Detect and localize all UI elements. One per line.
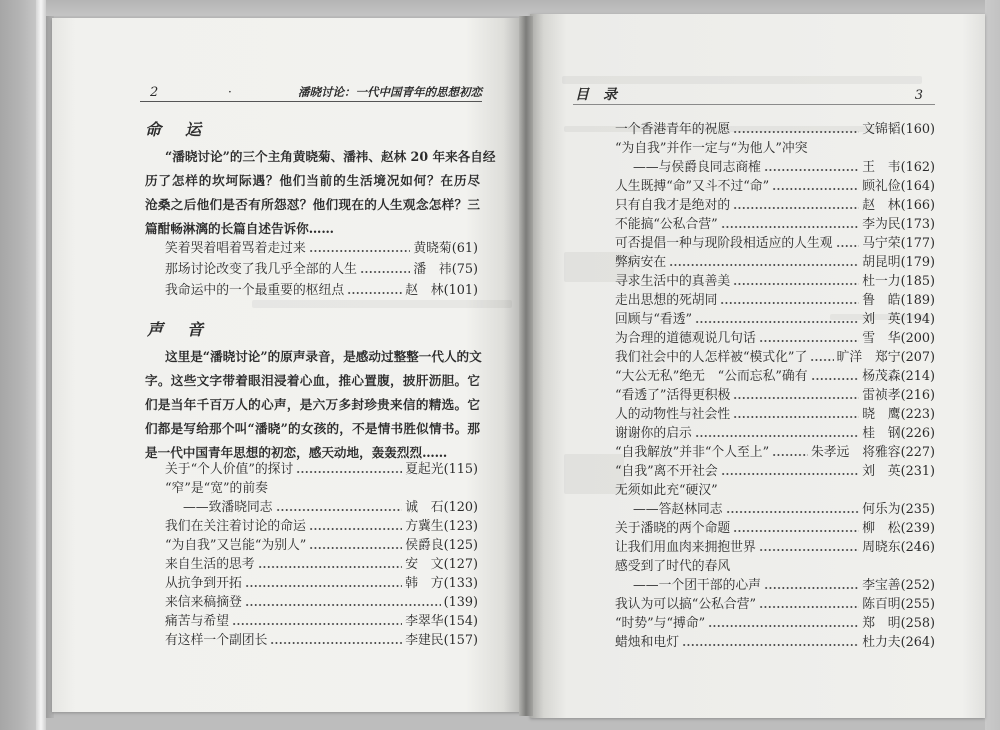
toc-entry bbox=[615, 329, 935, 348]
toc-entry-author: 柳 松 bbox=[862, 521, 901, 536]
book-cover-edge bbox=[0, 0, 36, 730]
toc-entry bbox=[615, 595, 935, 614]
toc-entry-page: (214) bbox=[900, 369, 935, 384]
toc-entry-title: 一个香港青年的祝愿 bbox=[615, 122, 731, 137]
dot-leader bbox=[347, 291, 402, 295]
toc-entry bbox=[165, 612, 478, 631]
dot-leader bbox=[720, 301, 859, 305]
toc-entry bbox=[165, 574, 478, 593]
left-page-number: 2 bbox=[150, 85, 159, 100]
toc-entry-title: 我认为可以搞“公私合营” bbox=[615, 597, 757, 612]
dot-leader bbox=[245, 584, 402, 588]
scanner-right-margin bbox=[985, 0, 1000, 730]
toc-entry-title: 蜡烛和电灯 bbox=[615, 635, 679, 650]
dot-leader bbox=[759, 339, 859, 343]
toc-entry-title: “看透了”活得更积极 bbox=[615, 388, 731, 403]
intro-text-line: 篇酣畅淋漓的长篇自述告诉你…… bbox=[145, 221, 334, 236]
toc-entry bbox=[615, 291, 935, 310]
dot-leader bbox=[759, 548, 859, 552]
toc-entry-page: (252) bbox=[900, 578, 935, 593]
toc-entry-author: 雪 华 bbox=[862, 331, 901, 346]
dot-leader bbox=[296, 470, 402, 474]
toc-entry-author: 夏起光 bbox=[405, 462, 444, 477]
toc-entry-page: (194) bbox=[900, 312, 935, 327]
dot-leader bbox=[276, 508, 403, 512]
toc-entry-title: 为合理的道德观说几句话 bbox=[615, 331, 756, 346]
toc-entry-page: (101) bbox=[443, 283, 478, 298]
toc-entry-author: 鲁 皓 bbox=[862, 293, 901, 308]
toc-entry-author: 雷祯孝 bbox=[862, 388, 901, 403]
toc-entry bbox=[165, 498, 478, 517]
toc-entry bbox=[165, 631, 478, 650]
toc-entry-title: ——答赵林同志 bbox=[633, 502, 723, 517]
toc-list-contents bbox=[615, 120, 935, 652]
toc-entry-title: 只有自我才是绝对的 bbox=[615, 198, 731, 213]
toc-entry-title: 从抗争到开拓 bbox=[165, 576, 242, 591]
toc-entry-page: (207) bbox=[900, 350, 935, 365]
dot-leader bbox=[733, 206, 859, 210]
dot-leader bbox=[811, 377, 860, 381]
toc-entry bbox=[615, 633, 935, 652]
toc-entry-title: “为自我”并作一定与“为他人”冲突 bbox=[615, 141, 808, 156]
right-page bbox=[530, 14, 985, 718]
toc-entry-page: (61) bbox=[451, 241, 478, 256]
toc-entry bbox=[615, 196, 935, 215]
toc-entry bbox=[615, 557, 935, 576]
dot-leader bbox=[759, 605, 859, 609]
toc-entry-title: 无须如此充“硬汉” bbox=[615, 483, 718, 498]
toc-entry-title: 感受到了时代的春风 bbox=[615, 559, 731, 574]
dot-leader bbox=[772, 453, 808, 457]
intro-text-line: 们是当年千百万人的心声，是六万多封珍贵来信的精选。它 bbox=[145, 397, 480, 412]
toc-entry-page: (189) bbox=[900, 293, 935, 308]
dot-leader bbox=[245, 603, 441, 607]
toc-entry-title: “为自我”又岂能“为别人” bbox=[165, 538, 307, 553]
toc-entry-author: 黄晓菊 bbox=[413, 241, 452, 256]
toc-entry-page: (200) bbox=[900, 331, 935, 346]
dot-leader bbox=[721, 225, 860, 229]
toc-entry-title: 我命运中的一个最重要的枢纽点 bbox=[165, 283, 345, 298]
toc-entry-title: 笑着哭着唱着骂着走过来 bbox=[165, 241, 306, 256]
toc-entry bbox=[615, 177, 935, 196]
toc-entry-page: (227) bbox=[900, 445, 935, 460]
toc-entry-title: ——与侯爵良同志商榷 bbox=[633, 160, 761, 175]
toc-entry-page: (258) bbox=[900, 616, 935, 631]
page-stack-edge bbox=[36, 0, 46, 730]
section-intro-voices bbox=[145, 345, 480, 465]
toc-entry bbox=[615, 215, 935, 234]
intro-text-line: 这里是“潘晓讨论”的原声录音，是感动过整整一代人的文 bbox=[165, 349, 482, 364]
toc-entry-author: 安 文 bbox=[405, 557, 444, 572]
toc-entry-author: 赵 林 bbox=[862, 198, 901, 213]
toc-entry-title: 来信来稿摘登 bbox=[165, 595, 242, 610]
dot-leader bbox=[772, 187, 859, 191]
toc-entry-page: (75) bbox=[451, 262, 478, 277]
toc-entry-title: 寻求生活中的真善美 bbox=[615, 274, 731, 289]
dot-leader bbox=[270, 641, 402, 645]
dot-leader bbox=[708, 624, 859, 628]
toc-entry bbox=[165, 280, 478, 301]
toc-entry-author: 杜一力 bbox=[862, 274, 901, 289]
toc-entry-page: (120) bbox=[443, 500, 478, 515]
toc-entry-title: ——一个团干部的心声 bbox=[633, 578, 761, 593]
toc-entry-title: “自我解放”并非“个人至上” bbox=[615, 445, 770, 460]
intro-text-line: 字。这些文字带着眼泪浸着心血，推心置腹，披肝沥胆。它 bbox=[145, 373, 480, 388]
toc-entry bbox=[615, 443, 935, 462]
toc-entry-author: 刘 英 bbox=[862, 312, 901, 327]
toc-entry-author: 何乐为 bbox=[862, 502, 901, 517]
toc-entry-author: 桂 钢 bbox=[862, 426, 901, 441]
section-heading-fate: 命 运 bbox=[145, 120, 206, 139]
toc-entry bbox=[615, 538, 935, 557]
dot-leader bbox=[726, 510, 860, 514]
toc-entry bbox=[165, 460, 478, 479]
toc-entry-author: 王 韦 bbox=[862, 160, 901, 175]
toc-entry-page: (160) bbox=[900, 122, 935, 137]
dot-leader bbox=[669, 263, 859, 267]
toc-entry-author: 朱孝远 将雅容 bbox=[811, 445, 901, 460]
toc-entry-author: 赵 林 bbox=[405, 283, 444, 298]
dot-leader bbox=[695, 320, 859, 324]
toc-entry bbox=[165, 517, 478, 536]
toc-entry-title: 人的动物性与社会性 bbox=[615, 407, 731, 422]
contents-title: 目 录 bbox=[575, 87, 617, 103]
toc-entry bbox=[615, 272, 935, 291]
intro-text-line: 是一代中国青年思想的初恋，感天动地，轰轰烈烈…… bbox=[145, 445, 448, 460]
toc-entry-title: 关于潘晓的两个命题 bbox=[615, 521, 731, 536]
intro-text-line: 们都是写给那个叫“潘晓”的女孩的，不是情书胜似情书。那 bbox=[145, 421, 480, 436]
toc-list-voices bbox=[165, 460, 478, 650]
toc-entry bbox=[615, 576, 935, 595]
toc-entry-page: (173) bbox=[900, 217, 935, 232]
toc-entry-title: 让我们用血肉来拥抱世界 bbox=[615, 540, 756, 555]
book-spine bbox=[519, 16, 533, 716]
toc-entry bbox=[615, 310, 935, 329]
toc-entry-page: (226) bbox=[900, 426, 935, 441]
dot-leader bbox=[258, 565, 403, 569]
toc-entry-author: 诚 石 bbox=[405, 500, 444, 515]
toc-entry-author: 胡昆明 bbox=[862, 255, 901, 270]
toc-entry bbox=[615, 139, 935, 158]
toc-entry-page: (164) bbox=[900, 179, 935, 194]
toc-entry-author: 杨茂森 bbox=[862, 369, 901, 384]
toc-entry-page: (162) bbox=[900, 160, 935, 175]
dot-leader bbox=[309, 546, 402, 550]
toc-entry bbox=[165, 259, 478, 280]
toc-entry bbox=[165, 593, 478, 612]
toc-entry bbox=[615, 253, 935, 272]
toc-entry-title: 来自生活的思考 bbox=[165, 557, 255, 572]
toc-entry-title: “窄”是“宽”的前奏 bbox=[165, 481, 268, 496]
toc-entry bbox=[615, 519, 935, 538]
toc-entry bbox=[165, 555, 478, 574]
left-page bbox=[52, 18, 522, 712]
toc-entry-page: (264) bbox=[900, 635, 935, 650]
bleed-through-mark bbox=[252, 300, 512, 308]
toc-entry bbox=[615, 614, 935, 633]
toc-entry-author: 郑 明 bbox=[862, 616, 901, 631]
toc-entry-title: 关于“个人价值”的探讨 bbox=[165, 462, 294, 477]
intro-text-line: 历了怎样的坎坷际遇？他们当前的生活境况如何？在历尽 bbox=[145, 173, 480, 188]
toc-entry-author: 李为民 bbox=[862, 217, 901, 232]
intro-text-line: 沧桑之后他们是否有所怨怼？他们现在的人生观念怎样？三 bbox=[145, 197, 480, 212]
toc-entry-author: 周晓东 bbox=[862, 540, 901, 555]
bleed-through-mark bbox=[562, 76, 922, 84]
toc-entry-title: 弊病安在 bbox=[615, 255, 667, 270]
toc-entry-title: 人生既搏“命”又斗不过“命” bbox=[615, 179, 770, 194]
toc-entry-author: 马宁荣 bbox=[862, 236, 901, 251]
toc-entry-author: 文锦韬 bbox=[862, 122, 901, 137]
toc-entry bbox=[615, 424, 935, 443]
toc-entry-title: 谢谢你的启示 bbox=[615, 426, 692, 441]
toc-entry-author: 韩 方 bbox=[405, 576, 444, 591]
toc-entry-author: 方冀生 bbox=[405, 519, 444, 534]
toc-entry bbox=[615, 481, 935, 500]
toc-entry-page: (246) bbox=[900, 540, 935, 555]
dot-leader bbox=[682, 643, 859, 647]
dot-leader bbox=[360, 270, 410, 274]
section-heading-voices: 声 音 bbox=[147, 320, 208, 339]
toc-entry bbox=[165, 536, 478, 555]
toc-entry bbox=[615, 367, 935, 386]
dot-leader bbox=[695, 434, 859, 438]
toc-entry-page: (177) bbox=[900, 236, 935, 251]
dot-leader bbox=[733, 282, 859, 286]
dot-leader bbox=[309, 249, 411, 253]
toc-entry-page: (166) bbox=[900, 198, 935, 213]
dot-leader bbox=[810, 358, 833, 362]
toc-entry-page: (123) bbox=[443, 519, 478, 534]
toc-entry-page: (139) bbox=[443, 595, 478, 610]
intro-text-line: “潘晓讨论”的三个主角黄晓菊、潘祎、赵林 20 年来各自经 bbox=[165, 149, 496, 164]
toc-entry-title: 可否提倡一种与现阶段相适应的人生观 bbox=[615, 236, 833, 251]
toc-entry bbox=[165, 479, 478, 498]
toc-entry bbox=[615, 234, 935, 253]
toc-entry-author: 李翠华 bbox=[405, 614, 444, 629]
toc-list-fate bbox=[165, 238, 478, 301]
toc-entry-title: 那场讨论改变了我几乎全部的人生 bbox=[165, 262, 357, 277]
toc-entry-title: 走出思想的死胡同 bbox=[615, 293, 718, 308]
left-running-title: 潘晓讨论：一代中国青年的思想初恋 bbox=[298, 85, 482, 99]
toc-entry-page: (231) bbox=[900, 464, 935, 479]
toc-entry-author: 杜力夫 bbox=[862, 635, 901, 650]
toc-entry-page: (157) bbox=[443, 633, 478, 648]
toc-entry-author: 陈百明 bbox=[862, 597, 901, 612]
toc-entry-page: (216) bbox=[900, 388, 935, 403]
toc-entry-title: 不能搞“公私合营” bbox=[615, 217, 718, 232]
toc-entry-page: (115) bbox=[443, 462, 478, 477]
dot-leader bbox=[836, 244, 860, 248]
toc-entry-title: 我们在关注着讨论的命运 bbox=[165, 519, 306, 534]
toc-entry-author: 刘 英 bbox=[862, 464, 901, 479]
toc-entry bbox=[615, 120, 935, 139]
dot-leader bbox=[232, 622, 402, 626]
dot-leader bbox=[733, 529, 859, 533]
toc-entry-page: (223) bbox=[900, 407, 935, 422]
toc-entry bbox=[615, 158, 935, 177]
toc-entry bbox=[615, 462, 935, 481]
dot-leader bbox=[309, 527, 402, 531]
toc-entry-title: ——致潘晓同志 bbox=[183, 500, 273, 515]
toc-entry-author: 李建民 bbox=[405, 633, 444, 648]
toc-entry bbox=[615, 386, 935, 405]
toc-entry-page: (127) bbox=[443, 557, 478, 572]
toc-entry-page: (255) bbox=[900, 597, 935, 612]
toc-entry-author: 侯爵良 bbox=[405, 538, 444, 553]
toc-entry bbox=[165, 238, 478, 259]
dot-leader bbox=[733, 130, 859, 134]
left-running-header bbox=[140, 84, 482, 102]
toc-entry-page: (239) bbox=[900, 521, 935, 536]
toc-entry-title: “自我”离不开社会 bbox=[615, 464, 718, 479]
toc-entry-page: (125) bbox=[443, 538, 478, 553]
toc-entry-page: (133) bbox=[443, 576, 478, 591]
toc-entry-author: 李宝善 bbox=[862, 578, 901, 593]
toc-entry bbox=[615, 405, 935, 424]
toc-entry-page: (235) bbox=[900, 502, 935, 517]
toc-entry-title: “时势”与“搏命” bbox=[615, 616, 706, 631]
toc-entry bbox=[615, 348, 935, 367]
toc-entry-page: (185) bbox=[900, 274, 935, 289]
toc-entry-author: 顾礼俭 bbox=[862, 179, 901, 194]
dot-leader bbox=[733, 415, 859, 419]
toc-entry-title: 回顾与“看透” bbox=[615, 312, 693, 327]
toc-entry-title: 痛苦与希望 bbox=[165, 614, 229, 629]
toc-entry bbox=[615, 500, 935, 519]
section-intro-fate bbox=[145, 145, 496, 241]
dot-leader bbox=[733, 396, 859, 400]
right-running-header bbox=[573, 86, 935, 105]
dot-leader bbox=[764, 168, 859, 172]
toc-entry-title: 我们社会中的人怎样被“模式化”了 bbox=[615, 350, 808, 365]
dot-leader bbox=[764, 586, 859, 590]
dot-leader bbox=[721, 472, 860, 476]
toc-entry-title: “大公无私”绝无 “公而忘私”确有 bbox=[615, 369, 808, 384]
toc-entry-author: 旷洋 郑宁 bbox=[836, 350, 901, 365]
header-dot: · bbox=[228, 85, 232, 99]
right-page-number: 3 bbox=[914, 88, 923, 103]
toc-entry-author: 潘 祎 bbox=[413, 262, 452, 277]
toc-entry-title: 有这样一个副团长 bbox=[165, 633, 268, 648]
toc-entry-author: 晓 鹰 bbox=[862, 407, 901, 422]
toc-entry-page: (154) bbox=[443, 614, 478, 629]
toc-entry-page: (179) bbox=[900, 255, 935, 270]
